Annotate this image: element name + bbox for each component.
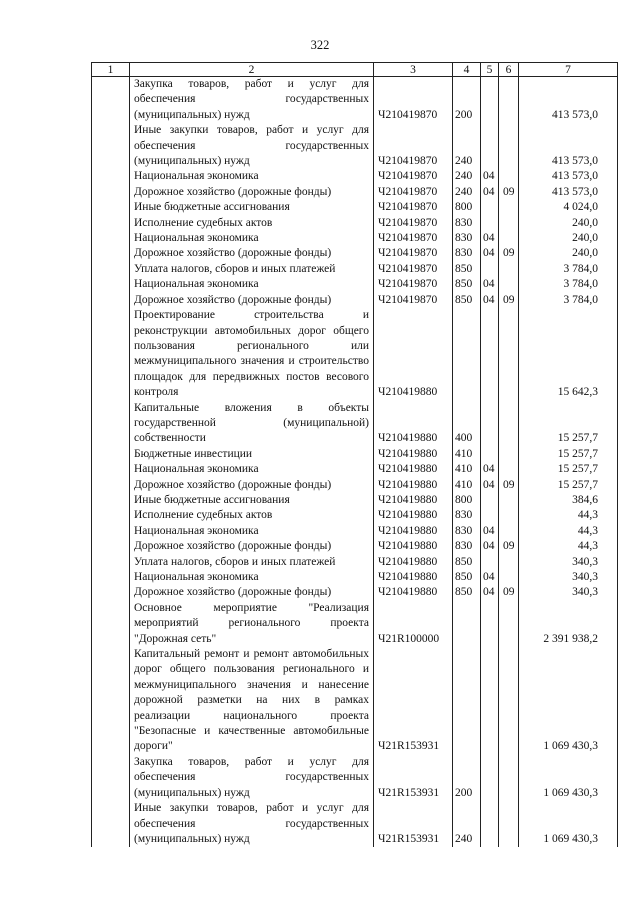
cell-name: Основное мероприятие "Реализация мероприятий регионального проекта "Дорожная сеть"	[130, 601, 374, 647]
table-row	[92, 293, 618, 308]
cell-subsection	[499, 555, 519, 570]
cell-amount: 3 784,0	[519, 277, 618, 292]
cell-name: Бюджетные инвестиции	[130, 447, 374, 462]
cell-col-1	[92, 277, 130, 292]
cell-col-1	[92, 801, 130, 847]
table-row	[92, 647, 618, 755]
cell-col-1	[92, 308, 130, 400]
cell-subsection	[499, 231, 519, 246]
cell-name: Дорожное хозяйство (дорожные фонды)	[130, 185, 374, 200]
cell-section: 04	[481, 231, 499, 246]
cell-amount: 413 573,0	[519, 169, 618, 184]
cell-expense-type: 830	[453, 216, 481, 231]
cell-expense-type: 400	[453, 401, 481, 447]
cell-target-code: Ч210419880	[374, 447, 453, 462]
cell-col-1	[92, 539, 130, 554]
table-row	[92, 462, 618, 477]
cell-subsection: 09	[499, 585, 519, 600]
cell-section	[481, 601, 499, 647]
cell-name: Иные закупки товаров, работ и услуг для обеспечения государственных (муниципальных) нужд	[130, 123, 374, 169]
cell-section: 04	[481, 478, 499, 493]
cell-subsection	[499, 524, 519, 539]
cell-col-1	[92, 462, 130, 477]
cell-target-code: Ч210419870	[374, 200, 453, 215]
cell-section	[481, 401, 499, 447]
cell-col-1	[92, 493, 130, 508]
cell-section	[481, 123, 499, 169]
cell-target-code: Ч210419880	[374, 570, 453, 585]
cell-name: Национальная экономика	[130, 277, 374, 292]
cell-subsection: 09	[499, 539, 519, 554]
cell-name: Национальная экономика	[130, 570, 374, 585]
cell-expense-type: 850	[453, 555, 481, 570]
cell-name: Дорожное хозяйство (дорожные фонды)	[130, 585, 374, 600]
column-header-2: 2	[130, 63, 374, 77]
cell-expense-type: 240	[453, 801, 481, 847]
cell-name: Дорожное хозяйство (дорожные фонды)	[130, 246, 374, 261]
cell-expense-type: 240	[453, 185, 481, 200]
column-header-4: 4	[453, 63, 481, 77]
cell-subsection	[499, 801, 519, 847]
cell-expense-type: 850	[453, 262, 481, 277]
column-header-6: 6	[499, 63, 519, 77]
cell-section: 04	[481, 277, 499, 292]
cell-name: Дорожное хозяйство (дорожные фонды)	[130, 293, 374, 308]
cell-name: Иные бюджетные ассигнования	[130, 200, 374, 215]
cell-section: 04	[481, 570, 499, 585]
cell-section	[481, 447, 499, 462]
cell-col-1	[92, 647, 130, 755]
cell-subsection	[499, 169, 519, 184]
cell-expense-type: 800	[453, 493, 481, 508]
cell-section	[481, 308, 499, 400]
cell-name: Закупка товаров, работ и услуг для обеспечения государственных (муниципальных) нужд	[130, 77, 374, 124]
cell-col-1	[92, 246, 130, 261]
cell-name: Капитальные вложения в объекты государственной (муниципальной) собственности	[130, 401, 374, 447]
cell-section	[481, 493, 499, 508]
cell-section	[481, 801, 499, 847]
cell-name: Уплата налогов, сборов и иных платежей	[130, 262, 374, 277]
cell-expense-type: 800	[453, 200, 481, 215]
cell-target-code: Ч210419880	[374, 308, 453, 400]
cell-subsection: 09	[499, 185, 519, 200]
cell-expense-type: 830	[453, 231, 481, 246]
cell-name: Национальная экономика	[130, 169, 374, 184]
cell-expense-type: 850	[453, 585, 481, 600]
table-row	[92, 277, 618, 292]
table-header-row	[92, 63, 618, 77]
cell-target-code: Ч210419870	[374, 277, 453, 292]
cell-amount: 1 069 430,3	[519, 755, 618, 801]
cell-target-code: Ч210419870	[374, 293, 453, 308]
table-row	[92, 524, 618, 539]
cell-amount: 3 784,0	[519, 262, 618, 277]
cell-expense-type: 830	[453, 524, 481, 539]
cell-subsection	[499, 123, 519, 169]
cell-target-code: Ч210419880	[374, 493, 453, 508]
cell-col-1	[92, 169, 130, 184]
cell-expense-type	[453, 308, 481, 400]
cell-amount: 384,6	[519, 493, 618, 508]
cell-name: Национальная экономика	[130, 462, 374, 477]
cell-section	[481, 77, 499, 124]
column-header-1: 1	[92, 63, 130, 77]
cell-target-code: Ч210419870	[374, 246, 453, 261]
cell-section	[481, 755, 499, 801]
cell-expense-type: 850	[453, 570, 481, 585]
cell-target-code: Ч210419880	[374, 555, 453, 570]
cell-subsection	[499, 755, 519, 801]
cell-name: Исполнение судебных актов	[130, 508, 374, 523]
cell-expense-type: 850	[453, 293, 481, 308]
cell-name: Иные закупки товаров, работ и услуг для обеспечения государственных (муниципальных) нужд	[130, 801, 374, 847]
cell-name: Иные бюджетные ассигнования	[130, 493, 374, 508]
cell-target-code: Ч210419870	[374, 185, 453, 200]
table-row	[92, 246, 618, 261]
cell-subsection	[499, 216, 519, 231]
cell-name: Проектирование строительства и реконструкции автомобильных дорог общего пользования регионального или межмуниципального значения и строительство площадок для передвижных постов весового контроля	[130, 308, 374, 400]
table-row	[92, 585, 618, 600]
cell-subsection	[499, 447, 519, 462]
cell-target-code: Ч210419880	[374, 539, 453, 554]
cell-subsection	[499, 262, 519, 277]
cell-subsection	[499, 77, 519, 124]
cell-amount: 15 257,7	[519, 478, 618, 493]
cell-expense-type: 830	[453, 246, 481, 261]
table-row	[92, 601, 618, 647]
cell-amount: 240,0	[519, 216, 618, 231]
cell-col-1	[92, 601, 130, 647]
cell-amount: 413 573,0	[519, 185, 618, 200]
cell-amount: 240,0	[519, 246, 618, 261]
cell-section	[481, 508, 499, 523]
cell-target-code: Ч21R153931	[374, 755, 453, 801]
cell-target-code: Ч210419880	[374, 585, 453, 600]
cell-expense-type	[453, 647, 481, 755]
cell-expense-type: 410	[453, 478, 481, 493]
cell-section	[481, 216, 499, 231]
cell-subsection	[499, 601, 519, 647]
table-row	[92, 755, 618, 801]
cell-expense-type: 410	[453, 462, 481, 477]
table-row	[92, 262, 618, 277]
cell-subsection	[499, 508, 519, 523]
table-row	[92, 447, 618, 462]
cell-subsection	[499, 462, 519, 477]
table-row	[92, 185, 618, 200]
page-number: 322	[310, 38, 330, 52]
cell-subsection	[499, 401, 519, 447]
cell-amount: 413 573,0	[519, 123, 618, 169]
cell-col-1	[92, 293, 130, 308]
cell-col-1	[92, 755, 130, 801]
cell-subsection	[499, 647, 519, 755]
cell-name: Дорожное хозяйство (дорожные фонды)	[130, 478, 374, 493]
cell-col-1	[92, 77, 130, 124]
cell-subsection	[499, 200, 519, 215]
cell-amount: 15 257,7	[519, 401, 618, 447]
cell-col-1	[92, 123, 130, 169]
cell-expense-type: 200	[453, 77, 481, 124]
cell-section: 04	[481, 169, 499, 184]
table-row	[92, 216, 618, 231]
cell-amount: 340,3	[519, 570, 618, 585]
cell-section	[481, 200, 499, 215]
cell-amount: 15 642,3	[519, 308, 618, 400]
cell-amount: 15 257,7	[519, 462, 618, 477]
cell-col-1	[92, 401, 130, 447]
cell-target-code: Ч210419870	[374, 262, 453, 277]
cell-amount: 240,0	[519, 231, 618, 246]
table-row	[92, 200, 618, 215]
cell-col-1	[92, 262, 130, 277]
cell-section	[481, 647, 499, 755]
cell-expense-type: 240	[453, 169, 481, 184]
cell-name: Дорожное хозяйство (дорожные фонды)	[130, 539, 374, 554]
table-row	[92, 123, 618, 169]
cell-subsection: 09	[499, 246, 519, 261]
cell-amount: 1 069 430,3	[519, 647, 618, 755]
cell-amount: 340,3	[519, 585, 618, 600]
cell-target-code: Ч210419870	[374, 216, 453, 231]
cell-amount: 3 784,0	[519, 293, 618, 308]
cell-amount: 4 024,0	[519, 200, 618, 215]
cell-target-code: Ч210419880	[374, 508, 453, 523]
table-row	[92, 169, 618, 184]
cell-col-1	[92, 231, 130, 246]
column-header-7: 7	[519, 63, 618, 77]
cell-section: 04	[481, 539, 499, 554]
cell-expense-type: 240	[453, 123, 481, 169]
cell-name: Исполнение судебных актов	[130, 216, 374, 231]
cell-section: 04	[481, 524, 499, 539]
cell-amount: 413 573,0	[519, 77, 618, 124]
cell-col-1	[92, 555, 130, 570]
cell-subsection: 09	[499, 293, 519, 308]
cell-expense-type: 830	[453, 539, 481, 554]
cell-expense-type: 200	[453, 755, 481, 801]
cell-expense-type: 850	[453, 277, 481, 292]
cell-subsection: 09	[499, 478, 519, 493]
cell-section	[481, 555, 499, 570]
column-header-5: 5	[481, 63, 499, 77]
cell-target-code: Ч210419870	[374, 77, 453, 124]
cell-expense-type	[453, 601, 481, 647]
table-row	[92, 801, 618, 847]
cell-target-code: Ч210419880	[374, 478, 453, 493]
cell-col-1	[92, 508, 130, 523]
cell-section: 04	[481, 246, 499, 261]
table-row	[92, 77, 618, 124]
cell-subsection	[499, 493, 519, 508]
cell-amount: 340,3	[519, 555, 618, 570]
cell-target-code: Ч21R153931	[374, 647, 453, 755]
cell-col-1	[92, 200, 130, 215]
cell-target-code: Ч210419880	[374, 462, 453, 477]
cell-col-1	[92, 570, 130, 585]
cell-section: 04	[481, 185, 499, 200]
cell-name: Национальная экономика	[130, 524, 374, 539]
cell-col-1	[92, 216, 130, 231]
cell-name: Капитальный ремонт и ремонт автомобильных дорог общего пользования регионального и межмуниципального значения и нанесение дорожной разметки на них в рамках реализации национального проекта "Безопасные и качественные автомобильные дороги"	[130, 647, 374, 755]
cell-target-code: Ч210419870	[374, 231, 453, 246]
table-row	[92, 570, 618, 585]
table-row	[92, 508, 618, 523]
cell-subsection	[499, 308, 519, 400]
cell-amount: 44,3	[519, 508, 618, 523]
table-row	[92, 308, 618, 400]
cell-col-1	[92, 185, 130, 200]
cell-section: 04	[481, 462, 499, 477]
cell-expense-type: 410	[453, 447, 481, 462]
cell-amount: 15 257,7	[519, 447, 618, 462]
cell-target-code: Ч21R100000	[374, 601, 453, 647]
cell-target-code: Ч210419880	[374, 524, 453, 539]
cell-amount: 1 069 430,3	[519, 801, 618, 847]
cell-amount: 44,3	[519, 524, 618, 539]
cell-subsection	[499, 570, 519, 585]
cell-col-1	[92, 524, 130, 539]
cell-col-1	[92, 478, 130, 493]
table-row	[92, 493, 618, 508]
table-row	[92, 401, 618, 447]
cell-subsection	[499, 277, 519, 292]
cell-name: Уплата налогов, сборов и иных платежей	[130, 555, 374, 570]
cell-col-1	[92, 447, 130, 462]
cell-amount: 2 391 938,2	[519, 601, 618, 647]
cell-amount: 44,3	[519, 539, 618, 554]
cell-section	[481, 262, 499, 277]
column-header-3: 3	[374, 63, 453, 77]
budget-table	[91, 62, 618, 847]
cell-expense-type: 830	[453, 508, 481, 523]
table-row	[92, 231, 618, 246]
table-row	[92, 539, 618, 554]
cell-name: Национальная экономика	[130, 231, 374, 246]
table-body	[92, 77, 618, 848]
cell-col-1	[92, 585, 130, 600]
cell-target-code: Ч210419870	[374, 123, 453, 169]
table-row	[92, 478, 618, 493]
cell-target-code: Ч21R153931	[374, 801, 453, 847]
cell-section: 04	[481, 293, 499, 308]
cell-name: Закупка товаров, работ и услуг для обеспечения государственных (муниципальных) нужд	[130, 755, 374, 801]
table-row	[92, 555, 618, 570]
cell-target-code: Ч210419880	[374, 401, 453, 447]
cell-section: 04	[481, 585, 499, 600]
cell-target-code: Ч210419870	[374, 169, 453, 184]
